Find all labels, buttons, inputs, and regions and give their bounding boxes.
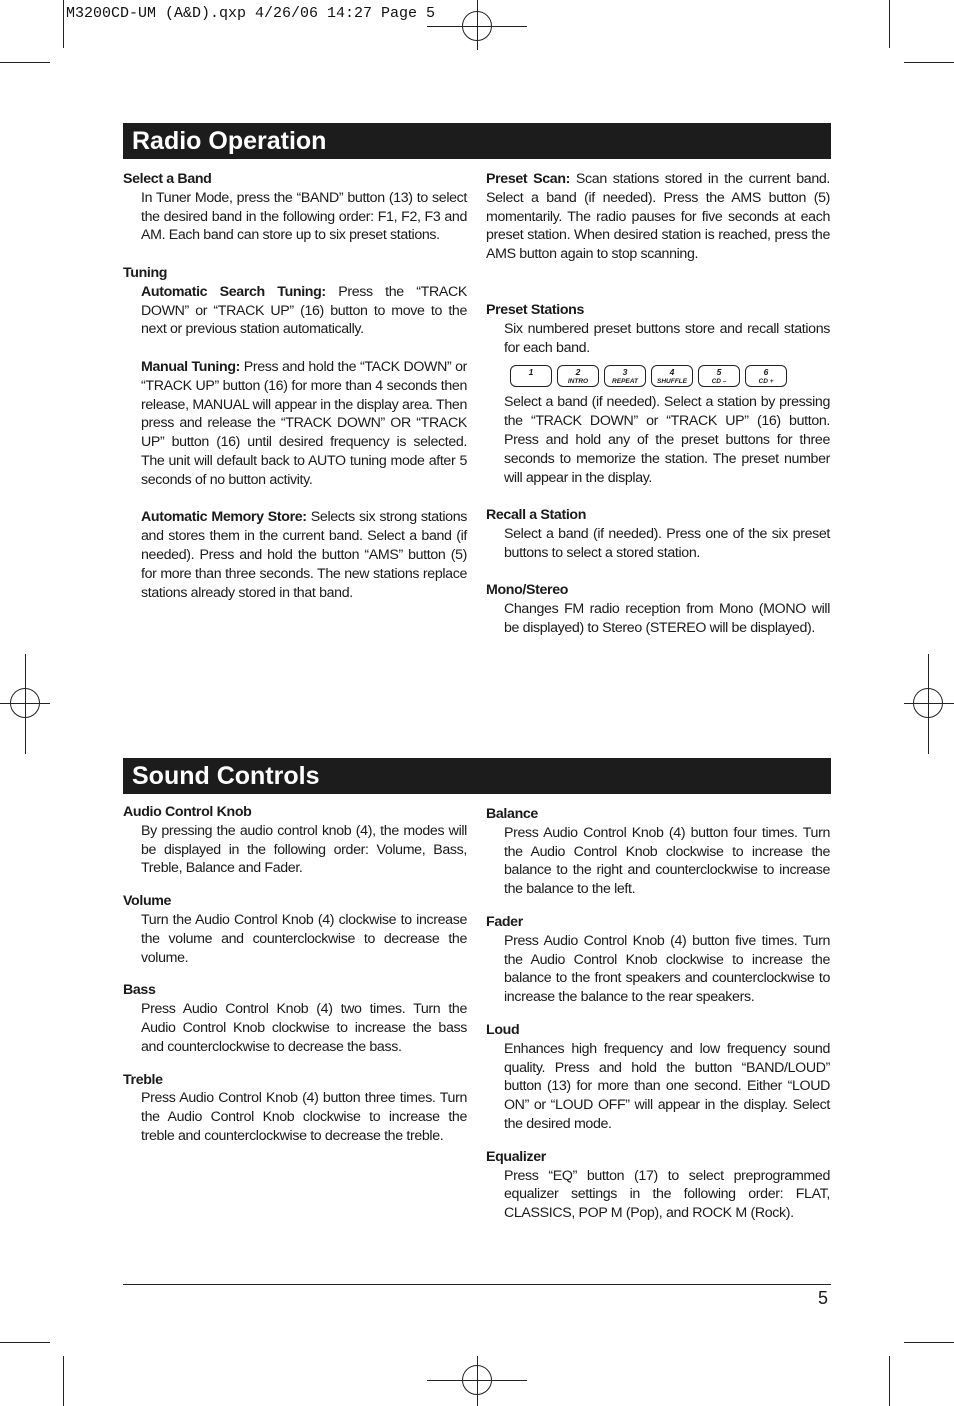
treble-section — [123, 1071, 467, 1146]
memory-store-label: Automatic Memory Store: — [141, 509, 307, 526]
registration-mark — [462, 11, 492, 41]
manual-tuning-label: Manual Tuning: — [141, 358, 241, 375]
preset-stations-instructions: Select a band (if needed). Select a station by pressing the “TRACK DOWN” or “TRACK UP” (16) button. Press and hold any of the preset buttons for three seconds to memorize the station. The preset number will appear in the display. — [504, 394, 830, 486]
audio-knob-heading: Audio Control Knob — [123, 804, 252, 820]
audio-knob-text: By pressing the audio control knob (4), the modes will be displayed in the following order: Volume, Bass, Treble, Balance and Fader. — [141, 822, 467, 877]
mono-stereo-heading: Mono/Stereo — [486, 582, 569, 599]
fader-text: Press Audio Control Knob (4) button five times. Turn the Audio Control Knob clockwise to increase the balance to the front speakers and counterclockwise to increase the balance to the rear speakers. — [504, 932, 830, 1006]
fader-section — [486, 913, 830, 1007]
balance-heading: Balance — [486, 806, 538, 822]
preset-stations-section — [486, 301, 830, 487]
crop-mark — [63, 0, 64, 48]
memory-store-text: Selects six strong stations and stores them in the current band. Select a band (if needed). Press and hold the button “AMS” button (5) for more than three seconds. The new stations replace stations already stored in that band. — [141, 509, 467, 601]
preset-button-3: 3 REPEAT — [604, 365, 646, 387]
registration-mark — [913, 688, 943, 718]
preset-button-2: 2 INTRO — [557, 365, 599, 387]
mono-stereo-section — [486, 581, 830, 637]
treble-heading: Treble — [123, 1071, 163, 1088]
preset-stations-text: Six numbered preset buttons store and recall stations for each band. — [504, 320, 830, 356]
volume-section — [123, 892, 467, 967]
tuning-heading: Tuning — [123, 264, 168, 281]
mono-stereo-text: Changes FM radio reception from Mono (MONO will be displayed) to Stereo (STEREO will be displayed). — [504, 601, 830, 636]
fader-heading: Fader — [486, 913, 523, 930]
crop-mark — [889, 1356, 890, 1406]
equalizer-heading: Equalizer — [486, 1148, 546, 1165]
bass-text: Press Audio Control Knob (4) two times. Turn the Audio Control Knob clockwise to increase the bass and counterclockwise to decrease the bass. — [141, 1001, 467, 1055]
page-number: 5 — [818, 1288, 829, 1308]
footer-rule — [123, 1284, 831, 1285]
radio-left-column — [123, 170, 467, 602]
auto-search-label: Automatic Search Tuning: — [141, 283, 326, 300]
sound-left-column — [123, 803, 467, 1146]
preset-button-4: 4 SHUFFLE — [651, 365, 693, 387]
preset-button-6: 6 CD + — [745, 365, 787, 387]
volume-heading: Volume — [123, 893, 172, 910]
equalizer-text: Press “EQ” button (17) to select preprogrammed equalizer settings in the following order: FLAT, CLASSICS, POP M (Pop), and ROCK M (Rock). — [504, 1167, 830, 1222]
balance-section — [486, 805, 830, 899]
loud-section — [486, 1021, 830, 1134]
manual-tuning-paragraph — [141, 358, 467, 490]
crop-mark — [904, 1342, 954, 1343]
bass-section — [123, 981, 467, 1056]
preset-scan-label: Preset Scan: — [486, 171, 571, 187]
recall-station-text: Select a band (if needed). Press one of the six preset buttons to select a stored station. — [504, 525, 830, 561]
recall-station-heading: Recall a Station — [486, 507, 587, 524]
audio-knob-section — [123, 803, 467, 878]
preset-button-5: 5 CD – — [698, 365, 740, 387]
preset-scan-paragraph — [486, 170, 830, 264]
crop-mark — [0, 62, 50, 63]
preset-button-1: 1 — [510, 365, 552, 387]
sound-controls-header: Sound Controls — [123, 758, 831, 794]
preset-scan-text: Scan stations stored in the current band. Select a band (if needed). Press the AMS button (5) momentarily. The radio pauses for five seconds at each preset station. When desired station is reached, press the AMS button again to stop scanning. — [486, 171, 830, 263]
loud-heading: Loud — [486, 1021, 520, 1038]
treble-text: Press Audio Control Knob (4) button three times. Turn the Audio Control Knob clockwise to increase the treble and counterclockwise to decrease the treble. — [141, 1090, 467, 1144]
select-band-heading: Select a Band — [123, 171, 212, 187]
auto-search-text: Press the “TRACK DOWN” or “TRACK UP” (16) button to move to the next or previous station automatically. — [141, 283, 467, 338]
preset-stations-heading: Preset Stations — [486, 301, 585, 318]
crop-mark — [889, 0, 890, 48]
bass-heading: Bass — [123, 982, 156, 999]
tuning-section — [123, 264, 467, 602]
crop-mark — [904, 62, 954, 63]
radio-right-column — [486, 170, 830, 638]
preset-buttons-illustration — [510, 365, 830, 387]
balance-text: Press Audio Control Knob (4) button four times. Turn the Audio Control Knob clockwise to increase the balance to the right and counterclockwise to increase the balance to the left. — [504, 824, 830, 898]
registration-mark — [10, 688, 40, 718]
registration-mark — [462, 1365, 492, 1395]
volume-text: Turn the Audio Control Knob (4) clockwise to increase the volume and counterclockwise to decrease the volume. — [141, 911, 467, 966]
crop-mark — [63, 1356, 64, 1406]
printer-slug: M3200CD-UM (A&D).qxp 4/26/06 14:27 Page 5 — [66, 5, 436, 22]
memory-store-paragraph — [141, 508, 467, 602]
manual-tuning-text: Press and hold the “TACK DOWN” or “TRACK UP” button (16) for more than 4 seconds then release, MANUAL will appear in the display area. Then press and release the “TRACK DOWN” OR “TRACK UP” button (16) until desired frequency is selected. The unit will default back to AUTO tuning mode after 5 seconds of no button activity. — [141, 358, 467, 488]
select-band-text: In Tuner Mode, press the “BAND” button (13) to select the desired band in the following order: F1, F2, F3 and AM. Each band can store up to six preset stations. — [141, 189, 467, 244]
loud-text: Enhances high frequency and low frequency sound quality. Press and hold the button “BAND/LOUD” button (13) for more than one second. Either “LOUD ON” or “LOUD OFF” will appear in the display. Select the desired mode. — [504, 1040, 830, 1132]
select-band-section — [123, 170, 467, 245]
radio-operation-header: Radio Operation — [123, 123, 831, 159]
crop-mark — [0, 1342, 50, 1343]
equalizer-section — [486, 1148, 830, 1223]
sound-right-column — [486, 805, 830, 1223]
preset-scan-section — [486, 170, 830, 264]
auto-search-paragraph — [141, 283, 467, 339]
recall-station-section — [486, 506, 830, 562]
